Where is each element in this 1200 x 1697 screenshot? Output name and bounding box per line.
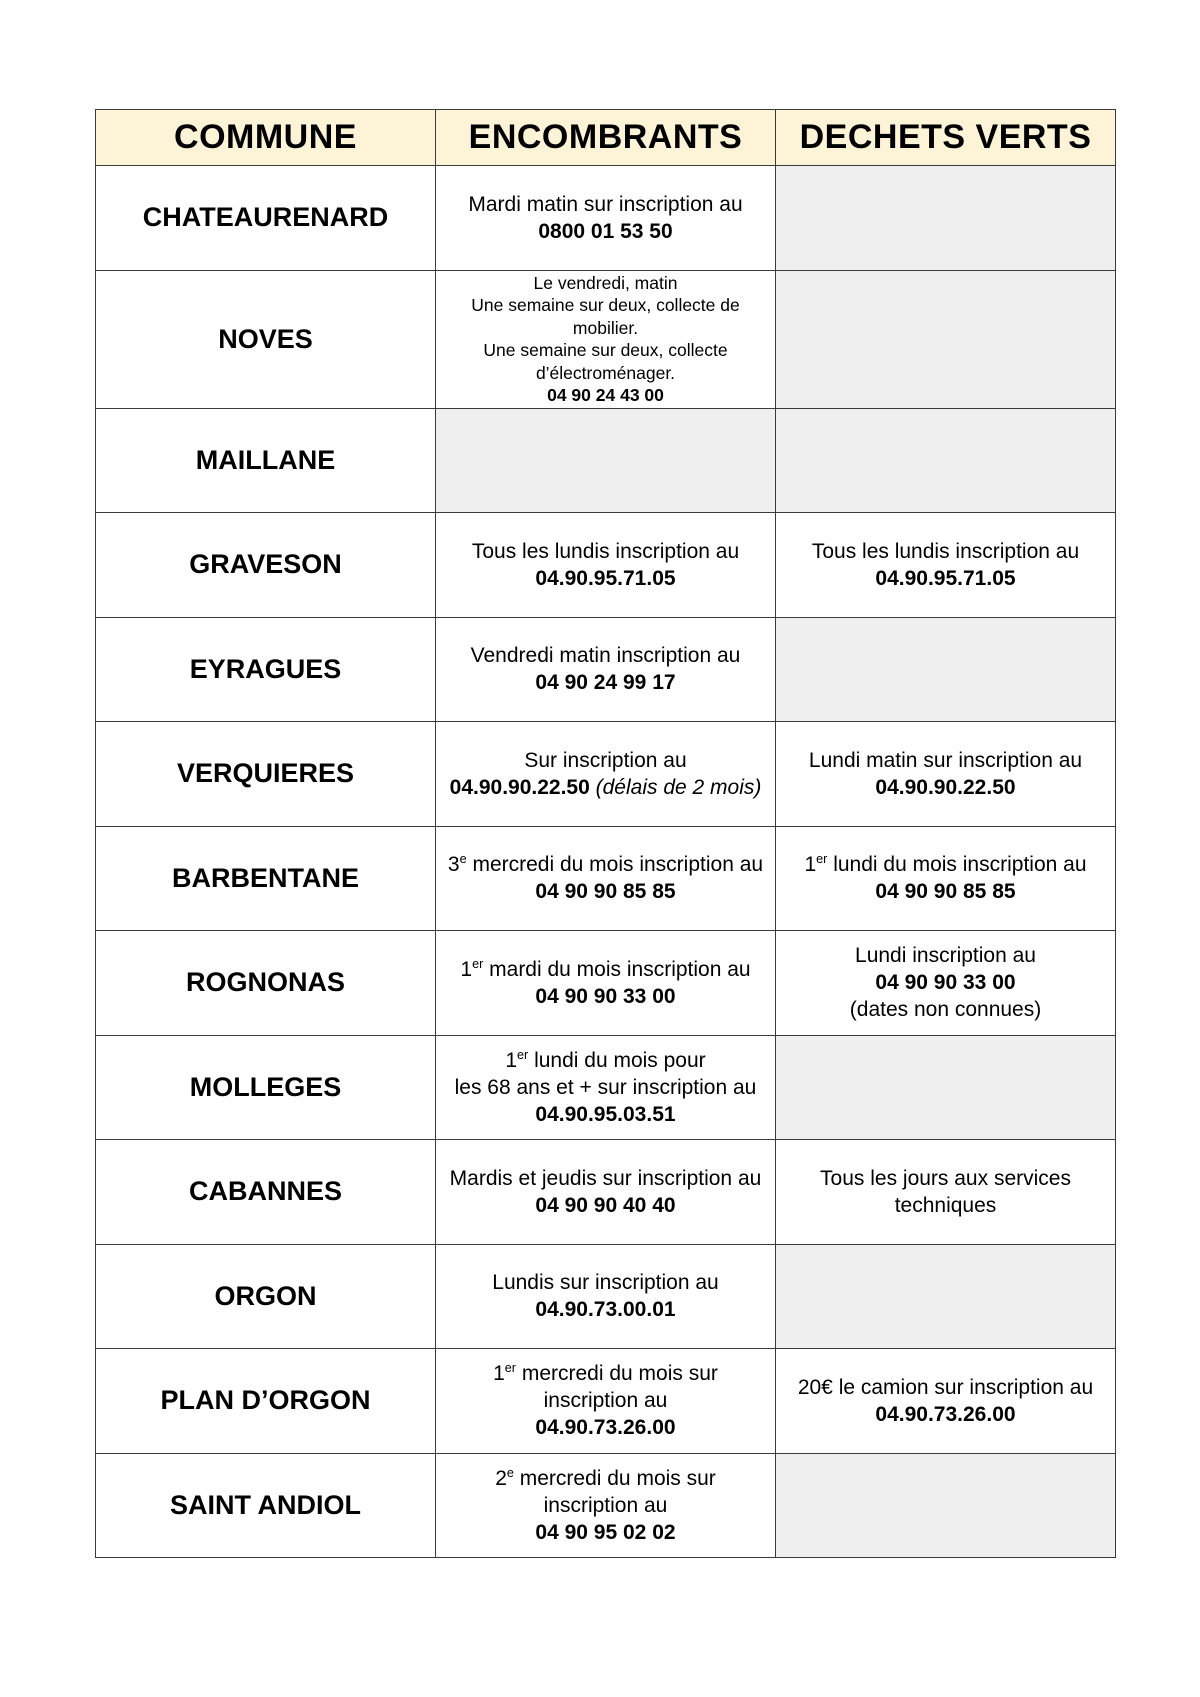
schedule-text: les 68 ans et + sur inscription au: [454, 1075, 757, 1099]
schedule-text: Une semaine sur deux, collecte de mobilier.: [471, 295, 740, 338]
dechets-verts-cell: [776, 931, 1116, 1036]
commune-name: CHATEAURENARD: [96, 166, 436, 271]
dechets-verts-cell: [776, 1140, 1116, 1245]
dechets-verts-cell-empty: [776, 270, 1116, 408]
schedule-text: lundi du mois pour: [534, 1048, 706, 1072]
table-row: [96, 270, 1116, 408]
ordinal-suffix: er: [816, 852, 828, 867]
ordinal-suffix: er: [517, 1047, 529, 1062]
phone-number: 04.90.73.26.00: [875, 1402, 1016, 1426]
schedule-text: Lundi inscription au: [855, 944, 1036, 968]
phone-number: 04.90.90.22.50: [449, 775, 590, 799]
table-row: [96, 617, 1116, 722]
table-row: [96, 1140, 1116, 1245]
schedule-text: Une semaine sur deux, collecte d’électroménager.: [483, 340, 728, 383]
phone-number: 04.90.95.03.51: [535, 1102, 676, 1126]
encombrants-cell: [436, 722, 776, 827]
ordinal-number: 1: [460, 957, 473, 981]
schedule-text: mardi du mois inscription au: [489, 957, 751, 981]
encombrants-cell: [436, 1349, 776, 1454]
table-row: [96, 826, 1116, 931]
header-encombrants: ENCOMBRANTS: [436, 110, 776, 166]
dechets-verts-cell-empty: [776, 1244, 1116, 1349]
commune-name: MAILLANE: [96, 408, 436, 513]
schedule-text: Sur inscription au: [524, 748, 687, 772]
schedule-text: mercredi du mois sur inscription au: [521, 1362, 718, 1413]
schedule-text: Vendredi matin inscription au: [470, 644, 741, 668]
schedule-text: Lundi matin sur inscription au: [808, 748, 1083, 772]
ordinal-number: 1: [493, 1362, 505, 1386]
table-row: [96, 408, 1116, 513]
schedule-text: 20€ le camion sur inscription au: [797, 1375, 1094, 1399]
table-row: [96, 1244, 1116, 1349]
phone-number: 04 90 90 85 85: [535, 880, 676, 904]
schedule-text: mercredi du mois sur inscription au: [519, 1466, 716, 1517]
encombrants-cell: [436, 931, 776, 1036]
dechets-verts-cell: [776, 722, 1116, 827]
encombrants-cell: [436, 826, 776, 931]
phone-number: 04 90 24 99 17: [535, 671, 676, 695]
table-row: [96, 1035, 1116, 1140]
header-row: [96, 110, 1116, 166]
phone-number: 04.90.73.00.01: [535, 1298, 676, 1322]
dates-note: (dates non connues): [849, 998, 1042, 1022]
collection-schedule-table: [95, 109, 1116, 1558]
ordinal-number: 3: [447, 853, 460, 877]
commune-name: SAINT ANDIOL: [96, 1453, 436, 1558]
phone-number: 04.90.73.26.00: [535, 1416, 676, 1440]
table-row: [96, 513, 1116, 618]
table-row: [96, 166, 1116, 271]
schedule-text: Mardi matin sur inscription au: [468, 192, 743, 216]
phone-number: 0800 01 53 50: [538, 219, 673, 243]
phone-number: 04 90 90 33 00: [535, 984, 676, 1008]
ordinal-suffix: e: [506, 1465, 514, 1480]
schedule-text: Mardis et jeudis sur inscription au: [449, 1166, 762, 1190]
schedule-text: mercredi du mois inscription au: [472, 853, 764, 877]
phone-number: 04.90.95.71.05: [535, 566, 676, 590]
dechets-verts-cell-empty: [776, 408, 1116, 513]
dechets-verts-cell-empty: [776, 617, 1116, 722]
ordinal-suffix: er: [504, 1361, 516, 1376]
phone-number: 04 90 95 02 02: [535, 1520, 676, 1544]
delay-note: (délais de 2 mois): [595, 775, 762, 799]
ordinal-number: 2: [495, 1466, 507, 1490]
encombrants-cell: [436, 617, 776, 722]
commune-name: PLAN D’ORGON: [96, 1349, 436, 1454]
ordinal-suffix: e: [459, 852, 467, 867]
commune-name: NOVES: [96, 270, 436, 408]
commune-name: ORGON: [96, 1244, 436, 1349]
encombrants-cell: [436, 166, 776, 271]
commune-name: CABANNES: [96, 1140, 436, 1245]
table-row: [96, 722, 1116, 827]
commune-name: VERQUIERES: [96, 722, 436, 827]
schedule-text: Lundis sur inscription au: [492, 1271, 719, 1295]
encombrants-cell: [436, 513, 776, 618]
table-row: [96, 1453, 1116, 1558]
commune-name: ROGNONAS: [96, 931, 436, 1036]
commune-name: GRAVESON: [96, 513, 436, 618]
phone-number: 04.90.90.22.50: [875, 775, 1016, 799]
dechets-verts-cell: [776, 513, 1116, 618]
table-row: [96, 931, 1116, 1036]
encombrants-cell: [436, 1244, 776, 1349]
schedule-text: Tous les lundis inscription au: [471, 539, 740, 563]
dechets-verts-cell-empty: [776, 1035, 1116, 1140]
header-commune: COMMUNE: [96, 110, 436, 166]
phone-number: 04 90 90 40 40: [535, 1193, 676, 1217]
schedule-text: Le vendredi, matin: [533, 272, 678, 293]
phone-number: 04.90.95.71.05: [875, 566, 1016, 590]
dechets-verts-cell-empty: [776, 1453, 1116, 1558]
commune-name: MOLLEGES: [96, 1035, 436, 1140]
encombrants-cell: [436, 1035, 776, 1140]
schedule-text: Tous les lundis inscription au: [811, 539, 1080, 563]
table-row: [96, 1349, 1116, 1454]
header-dechets-verts: DECHETS VERTS: [776, 110, 1116, 166]
commune-name: BARBENTANE: [96, 826, 436, 931]
encombrants-cell: [436, 1140, 776, 1245]
ordinal-suffix: er: [472, 956, 484, 971]
ordinal-number: 1: [505, 1048, 518, 1072]
ordinal-number: 1: [804, 853, 817, 877]
dechets-verts-cell: [776, 1349, 1116, 1454]
schedule-text: lundi du mois inscription au: [833, 853, 1087, 877]
dechets-verts-cell-empty: [776, 166, 1116, 271]
encombrants-cell-empty: [436, 408, 776, 513]
phone-number: 04 90 90 33 00: [875, 971, 1016, 995]
dechets-verts-cell: [776, 826, 1116, 931]
encombrants-cell: [436, 1453, 776, 1558]
phone-number: 04 90 90 85 85: [875, 880, 1016, 904]
schedule-text: Tous les jours aux services techniques: [820, 1166, 1071, 1217]
commune-name: EYRAGUES: [96, 617, 436, 722]
encombrants-cell: [436, 270, 776, 408]
phone-number: 04 90 24 43 00: [547, 385, 664, 405]
